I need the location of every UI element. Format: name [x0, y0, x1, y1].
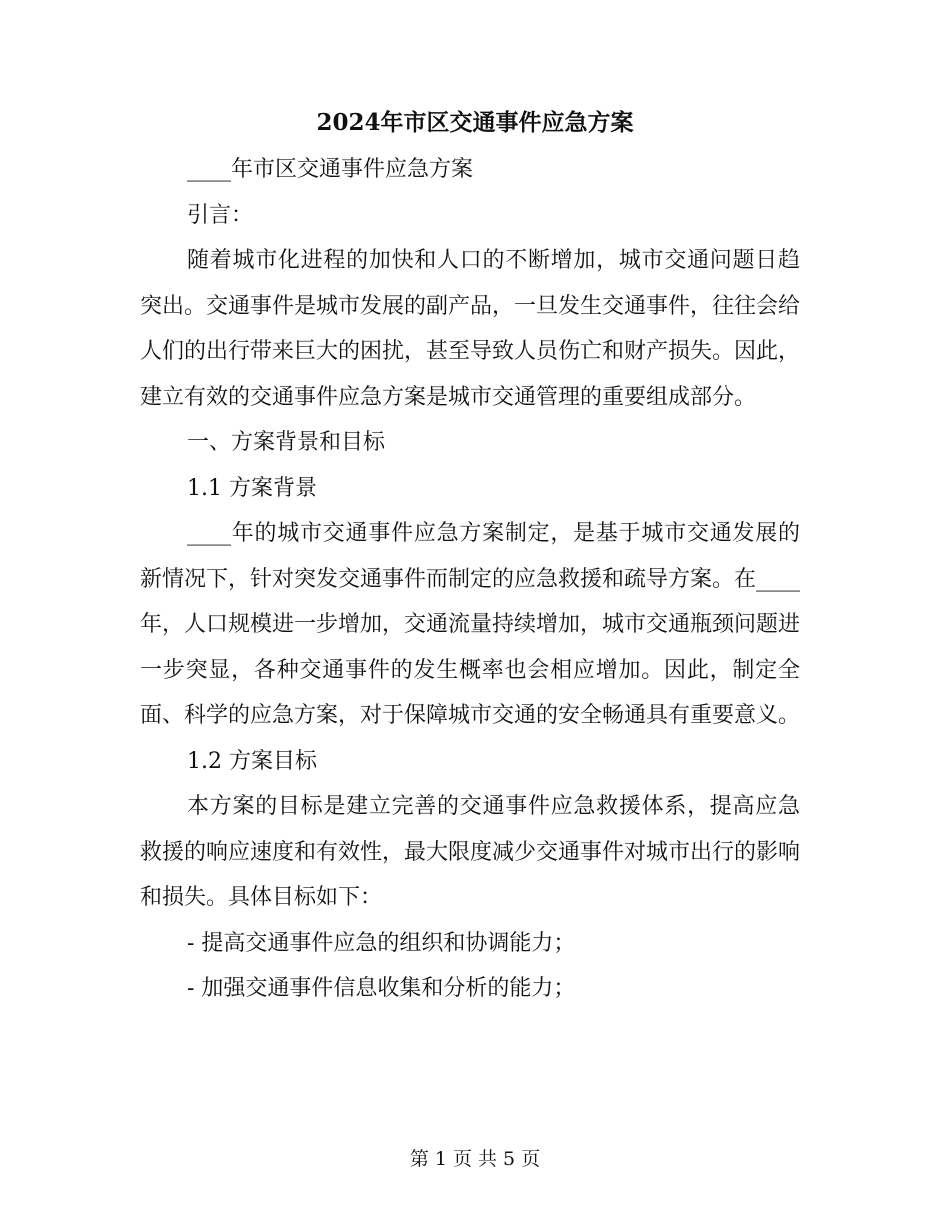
section-1-2-paragraph: 本方案的目标是建立完善的交通事件应急救援体系，提高应急救援的响应速度和有效性，最大限度减少交通事件对城市出行的影响和损失。具体目标如下：: [140, 794, 801, 910]
goal-list-item: - 加强交通事件信息收集和分析的能力；: [187, 976, 576, 1001]
intro-heading: 引言：: [187, 202, 254, 228]
intro-paragraph: 随着城市化进程的加快和人口的不断增加，城市交通问题日趋突出。交通事件是城市发展的副产品，一旦发生交通事件，往往会给人们的出行带来巨大的困扰，甚至导致人员伤亡和财产损失。因此，建立有效的交通事件应急方案是城市交通管理的重要组成部分。: [140, 248, 801, 410]
document-title: 2024年市区交通事件应急方案: [316, 109, 634, 136]
document-subtitle: ____年市区交通事件应急方案: [187, 157, 474, 182]
section-1-heading: 一、方案背景和目标: [187, 430, 386, 455]
goal-list-item: - 提高交通事件应急的组织和协调能力；: [187, 930, 576, 956]
section-1-2-heading: 1.2 方案目标: [187, 748, 317, 774]
section-1-1-heading: 1.1 方案背景: [187, 475, 317, 501]
document-body: [140, 103, 800, 1012]
section-1-1-paragraph: ____年的城市交通事件应急方案制定，是基于城市交通发展的新情况下，针对突发交通事件而制定的应急救援和疏导方案。在____年，人口规模进一步增加，交通流量持续增加，城市交通瓶颈问题进一步突显，各种交通事件的发生概率也会相应增加。因此，制定全面、科学的应急方案，对于保障城市交通的安全畅通具有重要意义。: [140, 521, 801, 728]
page-number-footer: 第 1 页 共 5 页: [409, 1148, 541, 1170]
